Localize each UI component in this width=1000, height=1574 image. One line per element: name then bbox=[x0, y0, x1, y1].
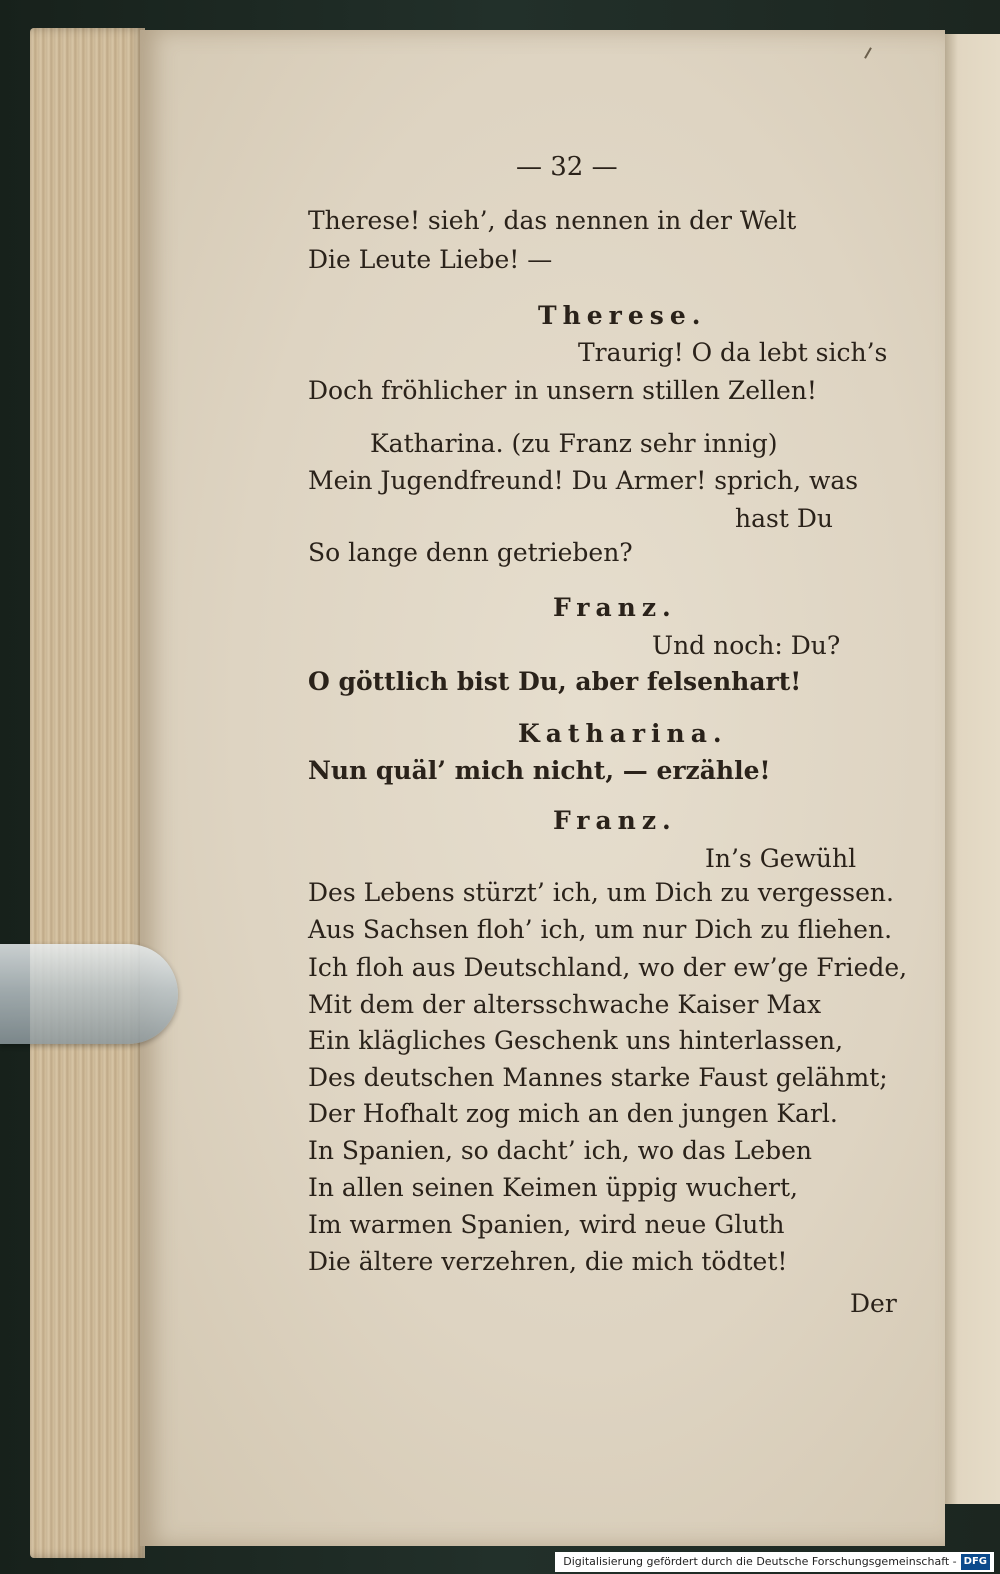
text-line: O göttlich bist Du, aber felsenhart! bbox=[308, 667, 802, 696]
text-line: Im warmen Spanien, wird neue Gluth bbox=[308, 1210, 785, 1239]
text-line: Mit dem der altersschwache Kaiser Max bbox=[308, 990, 822, 1019]
dfg-logo: DFG bbox=[961, 1554, 990, 1570]
speaker-name: Katharina. (zu Franz sehr innig) bbox=[370, 429, 778, 458]
speaker-name: Franz. bbox=[553, 806, 677, 835]
text-line: In allen seinen Keimen üppig wuchert, bbox=[308, 1173, 798, 1202]
text-line: In’s Gewühl bbox=[705, 844, 857, 873]
text-line: Nun quäl’ mich nicht, — erzähle! bbox=[308, 756, 771, 785]
text-line: Therese! sieh’, das nennen in der Welt bbox=[308, 206, 797, 235]
catchword: Der bbox=[850, 1289, 897, 1318]
speaker-name: Therese. bbox=[538, 301, 707, 330]
text-line: Ich floh aus Deutschland, wo der ew’ge Friede, bbox=[308, 953, 908, 982]
page-number: — 32 — bbox=[516, 152, 618, 182]
text-line: Des deutschen Mannes starke Faust gelähmt; bbox=[308, 1063, 888, 1092]
text-line: hast Du bbox=[735, 504, 833, 533]
text-line: Die Leute Liebe! — bbox=[308, 245, 553, 274]
footer-credit: Digitalisierung gefördert durch die Deutsche Forschungsgemeinschaft - bbox=[563, 1555, 957, 1568]
text-line: In Spanien, so dacht’ ich, wo das Leben bbox=[308, 1136, 812, 1165]
text-line: Des Lebens stürzt’ ich, um Dich zu vergessen. bbox=[308, 878, 894, 907]
text-line: Ein klägliches Geschenk uns hinterlassen, bbox=[308, 1026, 844, 1055]
text-line: Mein Jugendfreund! Du Armer! sprich, was bbox=[308, 466, 859, 495]
speaker-name: Katharina. bbox=[518, 719, 728, 748]
digitization-footer bbox=[555, 1552, 994, 1572]
text-line: Aus Sachsen floh’ ich, um nur Dich zu fliehen. bbox=[308, 915, 893, 944]
text-line: Doch fröhlicher in unsern stillen Zellen! bbox=[308, 376, 817, 405]
text-line: Die ältere verzehren, die mich tödtet! bbox=[308, 1247, 788, 1276]
text-line: So lange denn getrieben? bbox=[308, 538, 633, 567]
text-line: Der Hofhalt zog mich an den jungen Karl. bbox=[308, 1099, 838, 1128]
speaker-name: Franz. bbox=[553, 593, 677, 622]
text-line: Traurig! O da lebt sich’s bbox=[578, 338, 888, 367]
text-line: Und noch: Du? bbox=[652, 631, 841, 660]
